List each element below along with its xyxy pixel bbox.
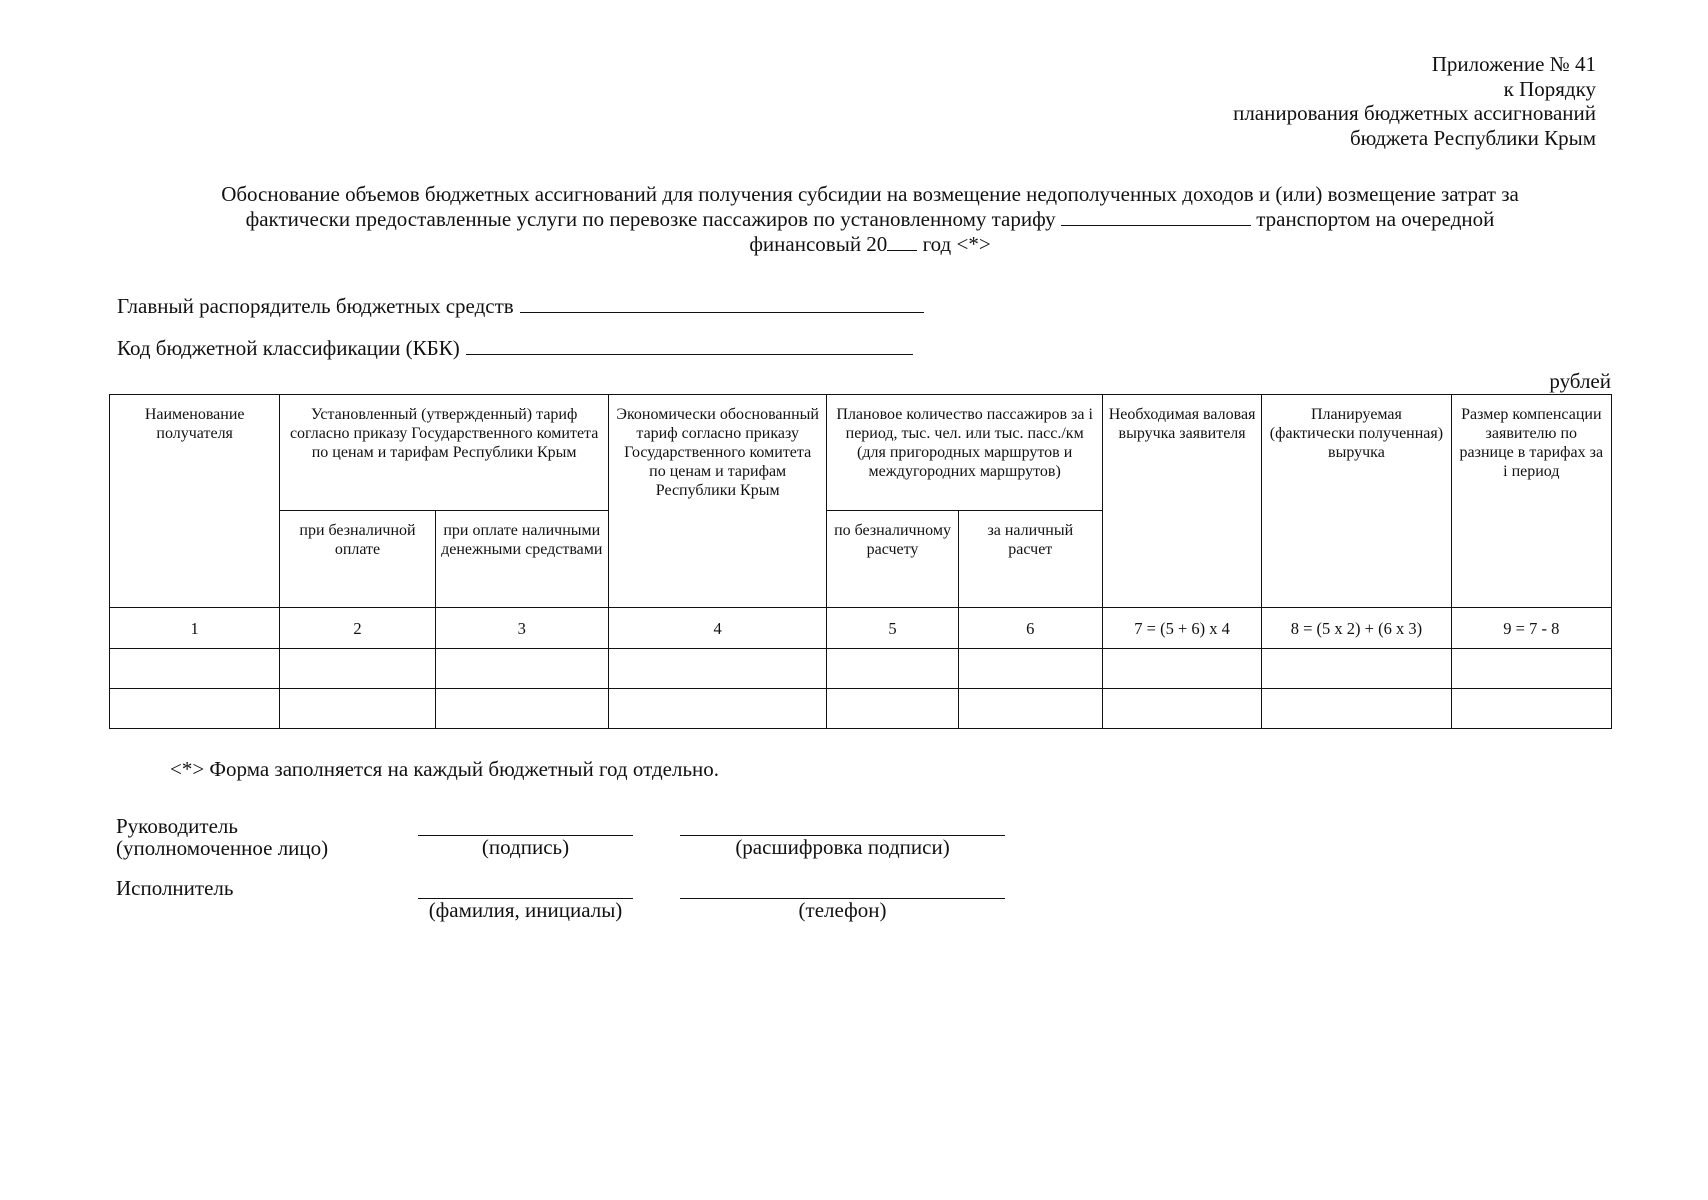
kbk-label: Код бюджетной классификации (КБК) <box>117 336 460 360</box>
table-cell[interactable] <box>958 689 1102 729</box>
table-cell[interactable] <box>110 649 280 689</box>
header-planned-group: Плановое количество пассажиров за i период, тыс. чел. или тыс. пасс./км (для пригородных маршрутов и междугородних маршрутов) <box>827 395 1103 511</box>
column-number: 8 = (5 x 2) + (6 x 3) <box>1262 608 1451 649</box>
title-line <box>110 232 1630 257</box>
table-cell[interactable] <box>827 649 958 689</box>
header-tariff-group: Установленный (утвержденный) тариф согласно приказу Государственного комитета по ценам и тарифам Республики Крым <box>280 395 609 511</box>
table-cell[interactable] <box>608 649 826 689</box>
header-planned-cash: за наличный расчет <box>958 511 1102 608</box>
appendix-ref-line: планирования бюджетных ассигнований <box>1233 101 1596 125</box>
executor-phone-caption: (телефон) <box>798 898 887 922</box>
title-text: финансовый 20 <box>749 232 888 256</box>
footnote: <*> Форма заполняется на каждый бюджетный год отдельно. <box>170 757 720 781</box>
table-cell[interactable] <box>958 649 1102 689</box>
column-number: 4 <box>608 608 826 649</box>
table-row <box>110 689 1612 729</box>
table-cell[interactable] <box>435 689 608 729</box>
table-row <box>110 649 1612 689</box>
column-number: 1 <box>110 608 280 649</box>
appendix-number: Приложение № 41 <box>1431 52 1596 76</box>
table-cell[interactable] <box>435 649 608 689</box>
title-text: год <*> <box>922 232 991 256</box>
main-manager-blank <box>520 312 924 313</box>
table-cell[interactable] <box>608 689 826 729</box>
appendix-ref-line: к Порядку <box>1503 76 1596 101</box>
table-cell[interactable] <box>1102 649 1261 689</box>
head-signature-caption: (подпись) <box>481 835 570 859</box>
header-gross-revenue: Необходимая валовая выручка заявителя <box>1102 395 1261 608</box>
head-decode-caption: (расшифровка подписи) <box>735 835 950 859</box>
header-planned-revenue: Планируемая (фактически полученная) выручка <box>1262 395 1451 608</box>
head-label-line: Руководитель <box>116 814 238 838</box>
title-text: транспортом на очередной <box>1256 207 1495 231</box>
column-number: 9 = 7 - 8 <box>1451 608 1611 649</box>
table-cell[interactable] <box>1102 689 1261 729</box>
appendix-ref-line: бюджета Республики Крым <box>1349 125 1596 150</box>
kbk-field <box>117 336 913 361</box>
table-cell[interactable] <box>1451 649 1611 689</box>
table-cell[interactable] <box>110 689 280 729</box>
table-cell[interactable] <box>280 649 435 689</box>
header-tariff-cashless: при безналичной оплате <box>280 511 435 608</box>
main-manager-label: Главный распорядитель бюджетных средств <box>117 294 514 318</box>
head-label-line: (уполномоченное лицо) <box>116 836 329 860</box>
table-cell[interactable] <box>827 689 958 729</box>
title-line: Обоснование объемов бюджетных ассигнований для получения субсидии на возмещение недополученных доходов и (или) возмещение затрат за <box>221 182 1519 206</box>
table-cell[interactable] <box>1262 649 1451 689</box>
header-recipient: Наименование получателя <box>110 395 280 608</box>
document-title <box>110 182 1630 257</box>
column-number: 5 <box>827 608 958 649</box>
header-tariff-cash: при оплате наличными денежными средствами <box>435 511 608 608</box>
kbk-blank <box>466 354 913 355</box>
appendix-header <box>1233 52 1596 150</box>
column-number: 2 <box>280 608 435 649</box>
header-compensation: Размер компенсации заявителю по разнице в тарифах за i период <box>1451 395 1611 608</box>
units-label: рублей <box>1549 369 1611 393</box>
column-number: 3 <box>435 608 608 649</box>
column-number: 6 <box>958 608 1102 649</box>
head-label <box>116 815 328 859</box>
title-line <box>110 207 1630 232</box>
table-cell[interactable] <box>280 689 435 729</box>
executor-name-caption: (фамилия, инициалы) <box>428 898 623 922</box>
year-blank <box>887 232 917 251</box>
table-cell[interactable] <box>1262 689 1451 729</box>
main-manager-field <box>117 294 924 319</box>
header-economic-tariff: Экономически обоснованный тариф согласно приказу Государственного комитета по ценам и тарифам Республики Крым <box>608 395 826 608</box>
subsidy-table <box>109 394 1612 729</box>
title-text: фактически предоставленные услуги по перевозке пассажиров по установленному тарифу <box>245 207 1056 231</box>
header-planned-cashless: по безналичному расчету <box>827 511 958 608</box>
column-number: 7 = (5 + 6) x 4 <box>1102 608 1261 649</box>
table-cell[interactable] <box>1451 689 1611 729</box>
transport-type-blank <box>1061 207 1251 226</box>
executor-label: Исполнитель <box>116 876 234 900</box>
